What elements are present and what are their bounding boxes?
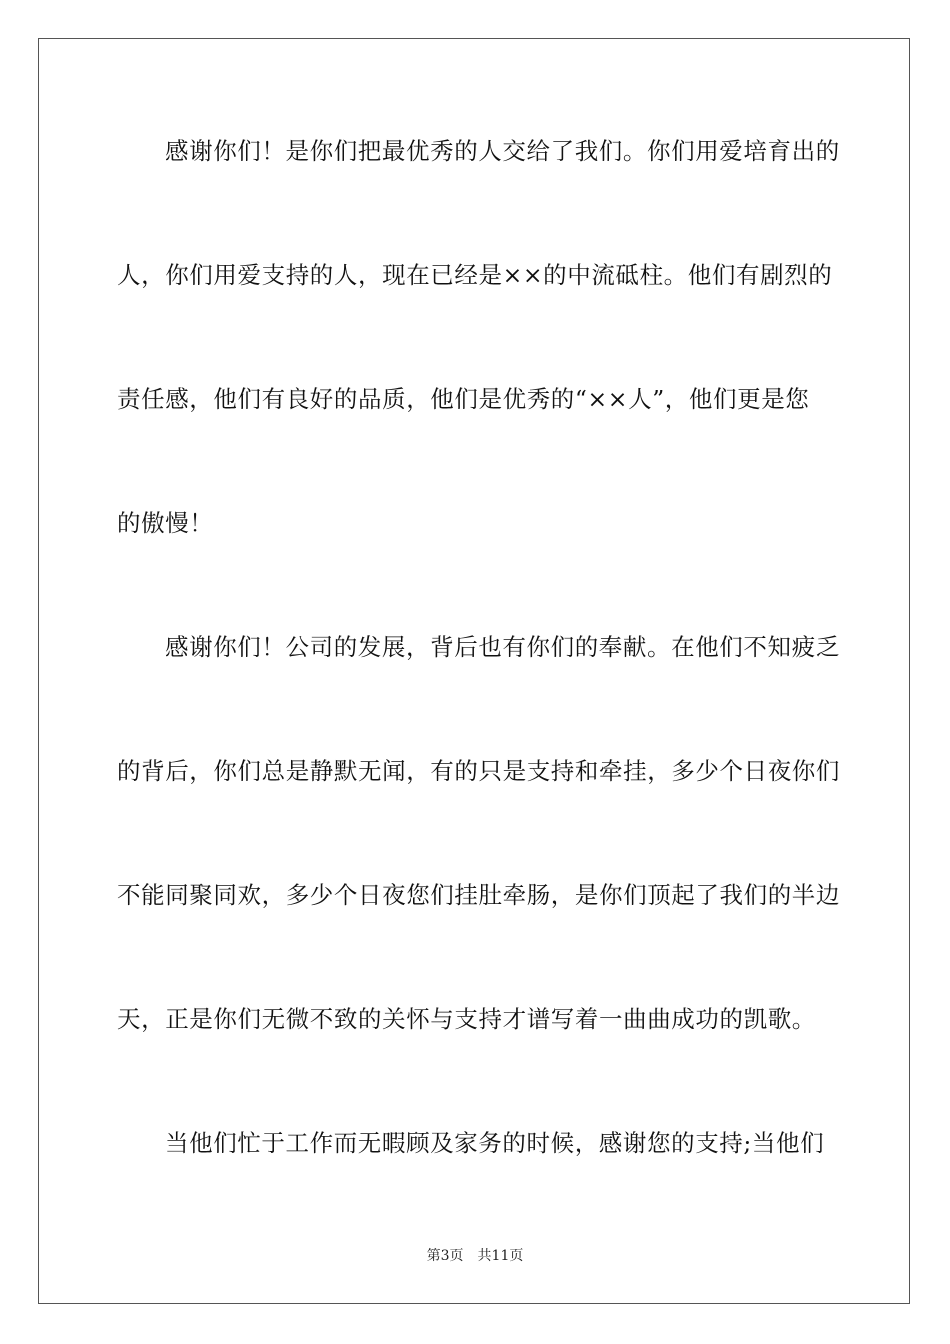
- page-number: 第3页: [426, 1248, 464, 1264]
- paragraph-1-line-2: 人，你们用爱支持的人，现在已经是××的中流砥柱。他们有剧烈的: [117, 261, 833, 289]
- paragraph-3-line-1: 当他们忙于工作而无暇顾及家务的时候，感谢您的支持;当他们: [165, 1129, 825, 1157]
- paragraph-1-line-4: 的傲慢！: [117, 509, 214, 537]
- page-total: 共11页: [477, 1248, 524, 1264]
- paragraph-2-line-2: 的背后，你们总是静默无闻，有的只是支持和牵挂，多少个日夜你们: [117, 757, 840, 785]
- page-border: [38, 38, 910, 1304]
- page-footer: [0, 1246, 950, 1266]
- paragraph-2-line-1: 感谢你们！公司的发展，背后也有你们的奉献。在他们不知疲乏: [165, 633, 840, 661]
- paragraph-2-line-4: 天，正是你们无微不致的关怀与支持才谱写着一曲曲成功的凯歌。: [117, 1005, 816, 1033]
- paragraph-1-line-3: 责任感，他们有良好的品质，他们是优秀的“××人”，他们更是您: [117, 385, 810, 413]
- paragraph-1-line-1: 感谢你们！是你们把最优秀的人交给了我们。你们用爱培育出的: [165, 137, 840, 165]
- paragraph-2-line-3: 不能同聚同欢，多少个日夜您们挂肚牵肠，是你们顶起了我们的半边: [117, 881, 840, 909]
